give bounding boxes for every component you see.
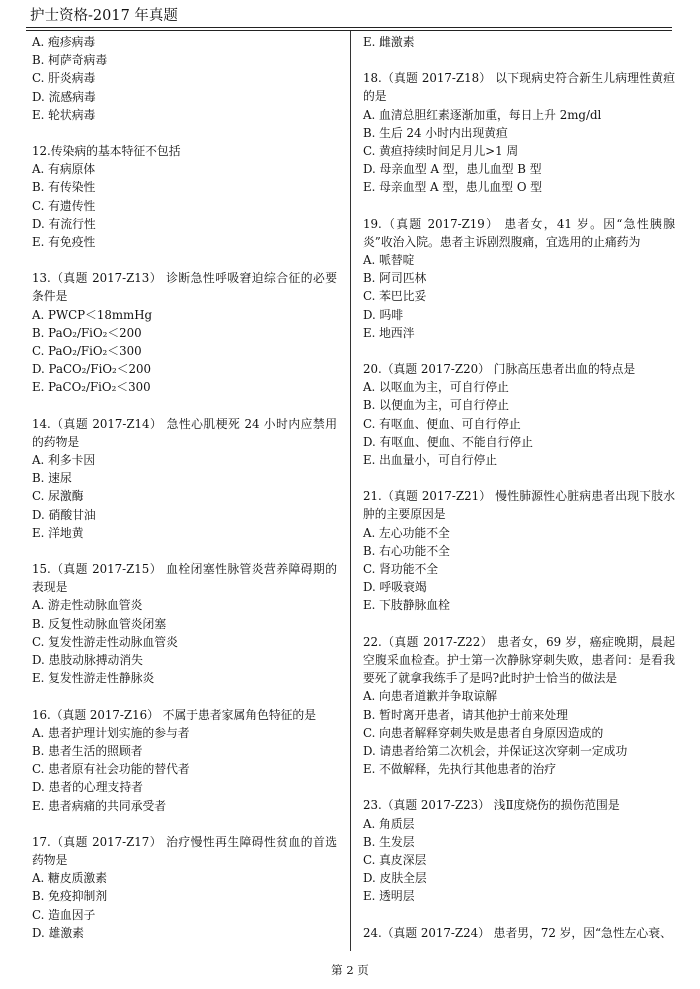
- answer-option: D. 呼吸衰竭: [363, 580, 427, 595]
- question-block: [32, 415, 337, 542]
- answer-option: C. PaO₂/FiO₂＜300: [32, 344, 142, 359]
- question-block: [32, 560, 337, 687]
- answer-option: A. 向患者道歉并争取谅解: [363, 689, 497, 704]
- answer-option: A. 游走性动脉血管炎: [32, 598, 143, 613]
- answer-option: B. 以便血为主，可自行停止: [363, 398, 509, 413]
- answer-option: D. 有流行性: [32, 216, 96, 231]
- answer-option: D. 雄激素: [32, 925, 84, 940]
- answer-option: B. PaO₂/FiO₂＜200: [32, 325, 142, 340]
- answer-option: A. 左心功能不全: [363, 525, 450, 540]
- right-column: [363, 33, 675, 960]
- answer-option: A. PWCP＜18mmHg: [32, 307, 153, 322]
- answer-option: E. 有免疫性: [32, 235, 96, 250]
- answer-option: A. 以呕血为主，可自行停止: [363, 380, 509, 395]
- answer-option: C. 真皮深层: [363, 852, 427, 867]
- answer-option: E. 复发性游走性静脉炎: [32, 671, 155, 686]
- answer-option: B. 生后 24 小时内出现黄疸: [363, 125, 508, 140]
- question-stem: 18.（真题 2017-Z18） 以下现病史符合新生儿病理性黄疸的是: [363, 71, 675, 104]
- answer-option: B. 右心功能不全: [363, 543, 450, 558]
- answer-option: B. 生发层: [363, 834, 415, 849]
- answer-option: B. 速尿: [32, 471, 72, 486]
- answer-option: E. 地西泮: [363, 325, 415, 340]
- question-stem: 23.（真题 2017-Z23） 浅Ⅱ度烧伤的损伤范围是: [363, 798, 620, 813]
- question-block: [363, 633, 675, 779]
- question-block: [32, 142, 337, 251]
- page-header-title: 护士资格-2017 年真题: [30, 8, 178, 24]
- question-stem: 16.（真题 2017-Z16） 不属于患者家属角色特征的是: [32, 707, 317, 722]
- column-divider: [350, 31, 351, 951]
- answer-option: E. 母亲血型 A 型，患儿血型 O 型: [363, 180, 543, 195]
- question-block: [363, 69, 675, 196]
- header-rule-thin: [26, 30, 672, 31]
- answer-option: E. 出血量小，可自行停止: [363, 453, 498, 468]
- answer-option: E. 轮状病毒: [32, 107, 96, 122]
- answer-option: C. 黄疸持续时间足月儿>1 周: [363, 144, 519, 159]
- answer-option: B. 阿司匹林: [363, 271, 427, 286]
- question-stem: 20.（真题 2017-Z20） 门脉高压患者出血的特点是: [363, 362, 636, 377]
- answer-option: D. 患者的心理支持者: [32, 780, 143, 795]
- answer-option: B. 反复性动脉血管炎闭塞: [32, 616, 167, 631]
- question-stem: 12.传染病的基本特征不包括: [32, 144, 181, 159]
- answer-option: E. 透明层: [363, 889, 415, 904]
- answer-option: B. 免疫抑制剂: [32, 889, 108, 904]
- answer-option: E. 下肢静脉血栓: [363, 598, 450, 613]
- answer-option: D. 流感病毒: [32, 89, 96, 104]
- answer-option: B. 有传染性: [32, 180, 96, 195]
- question-block: [32, 833, 337, 942]
- question-block: [363, 215, 675, 342]
- answer-option: E. 不做解释，先执行其他患者的治疗: [363, 762, 557, 777]
- answer-option: E. 洋地黄: [32, 525, 84, 540]
- answer-option: D. 皮肤全层: [363, 871, 427, 886]
- answer-option: D. PaCO₂/FiO₂＜200: [32, 362, 152, 377]
- answer-option: C. 有遗传性: [32, 198, 96, 213]
- answer-option: D. 母亲血型 A 型，患儿血型 B 型: [363, 162, 542, 177]
- answer-option: A. 糖皮质激素: [32, 871, 108, 886]
- left-column: [32, 33, 337, 960]
- answer-option: D. 有呕血、便血、不能自行停止: [363, 434, 533, 449]
- answer-option: C. 肾功能不全: [363, 562, 439, 577]
- question-block: [363, 360, 675, 469]
- answer-option: A. 角质层: [363, 816, 415, 831]
- answer-option: E. PaCO₂/FiO₂＜300: [32, 380, 151, 395]
- question-stem: 13.（真题 2017-Z13） 诊断急性呼吸窘迫综合征的必要条件是: [32, 271, 337, 304]
- question-stem: 17.（真题 2017-Z17） 治疗慢性再生障碍性贫血的首选药物是: [32, 834, 337, 867]
- answer-option: C. 患者原有社会功能的替代者: [32, 762, 190, 777]
- answer-option: C. 尿激酶: [32, 489, 84, 504]
- question-block: [32, 269, 337, 396]
- answer-option: C. 肝炎病毒: [32, 71, 96, 86]
- answer-option: A. 患者护理计划实施的参与者: [32, 725, 190, 740]
- answer-option: B. 患者生活的照顾者: [32, 743, 143, 758]
- answer-option: D. 患肢动脉搏动消失: [32, 653, 143, 668]
- answer-option: D. 吗啡: [363, 307, 404, 322]
- question-stem: 14.（真题 2017-Z14） 急性心肌梗死 24 小时内应禁用的药物是: [32, 416, 337, 449]
- answer-option: A. 利多卡因: [32, 453, 96, 468]
- answer-option: C. 苯巴比妥: [363, 289, 427, 304]
- answer-option: B. 暂时离开患者，请其他护士前来处理: [363, 707, 568, 722]
- question-block: [32, 33, 337, 124]
- page-number: 第 2 页: [331, 963, 369, 977]
- question-stem: 22.（真题 2017-Z22） 患者女，69 岁，癌症晚期，晨起空腹采血检查。护士第一次静脉穿刺失败，患者问：是看我要死了就拿我练手了是吗?此时护士恰当的做法是: [363, 634, 675, 686]
- header-rule: [26, 27, 672, 28]
- answer-option: C. 复发性游走性动脉血管炎: [32, 634, 178, 649]
- question-stem: 21.（真题 2017-Z21） 慢性肺源性心脏病患者出现下肢水肿的主要原因是: [363, 489, 675, 522]
- answer-option: E. 雌激素: [363, 35, 415, 49]
- question-stem: 15.（真题 2017-Z15） 血栓闭塞性脉管炎营养障碍期的表现是: [32, 562, 337, 595]
- question-stem: 24.（真题 2017-Z24） 患者男，72 岁，因“急性左心衰、: [363, 925, 672, 940]
- answer-option: D. 硝酸甘油: [32, 507, 96, 522]
- answer-option: D. 请患者给第二次机会，并保证这次穿刺一定成功: [363, 743, 628, 758]
- answer-option: C. 有呕血、便血、可自行停止: [363, 416, 521, 431]
- question-block: [363, 487, 675, 614]
- answer-option: A. 哌替啶: [363, 253, 415, 268]
- question-block: [363, 796, 675, 905]
- answer-option: A. 血清总胆红素逐渐加重，每日上升 2mg/dl: [363, 107, 602, 122]
- answer-option: C. 向患者解释穿刺失败是患者自身原因造成的: [363, 725, 604, 740]
- question-block: [363, 33, 675, 51]
- answer-option: E. 患者病痛的共同承受者: [32, 798, 167, 813]
- question-stem: 19.（真题 2017-Z19） 患者女，41 岁。因“急性胰腺炎”收治入院。患者主诉剧烈腹痛，宜选用的止痛药为: [363, 216, 675, 249]
- answer-option: B. 柯萨奇病毒: [32, 53, 108, 68]
- answer-option: C. 造血因子: [32, 907, 96, 922]
- answer-option: A. 疱疹病毒: [32, 35, 96, 49]
- question-block: [363, 924, 675, 942]
- answer-option: A. 有病原体: [32, 162, 96, 177]
- question-block: [32, 706, 337, 815]
